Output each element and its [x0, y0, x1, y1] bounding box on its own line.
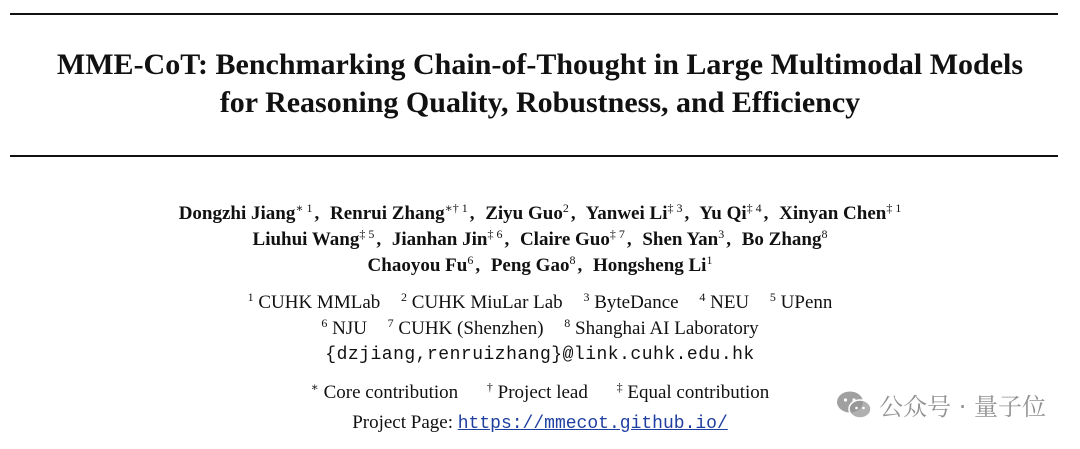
author: Shen Yan$^3$ [642, 227, 725, 250]
bottom-rule [10, 155, 1058, 157]
author: Yu Qi$^{\ddagger 4}$ [699, 201, 762, 224]
affiliations [0, 290, 1080, 368]
author-list [0, 201, 1080, 279]
title-line-1: MME-CoT: Benchmarking Chain-of-Thought in Large Multimodal Models [56, 48, 1024, 81]
note-lead: † Project lead [486, 380, 588, 403]
title-line-2: for Reasoning Quality, Robustness, and Efficiency [219, 86, 861, 119]
author: Peng Gao$^8$ [490, 253, 576, 276]
author: Dongzhi Jiang$^{∗ 1}$ [178, 201, 313, 224]
author: Ziyu Guo$^2$ [485, 201, 569, 224]
affiliation: $^5$ UPenn [769, 290, 833, 313]
watermark-text: 公众号 · 量子位 [879, 393, 1046, 421]
wechat-icon [835, 390, 873, 420]
affiliation: $^3$ ByteDance [583, 290, 679, 313]
author: Xinyan Chen$^{\ddagger 1}$ [779, 201, 902, 224]
project-page-link[interactable]: https://mmecot.github.io/ [457, 414, 728, 434]
affiliation: $^7$ CUHK (Shenzhen) [387, 316, 544, 339]
author: Claire Guo$^{\ddagger 7}$ [519, 227, 625, 250]
author-line-2: Liuhui Wang$^{\ddagger 5}$ , Jianhan Jin$^{\ddagger 6}$ , Claire Guo$^{\ddagger 7}$ , Shen Yan$^3$ , Bo Zhang$^8$ [252, 227, 828, 250]
author-line-1: Dongzhi Jiang$^{∗ 1}$ , Renrui Zhang$^{∗\dagger 1}$ , Ziyu Guo$^2$ , Yanwei Li$^{\ddagger 3}$ , Yu Qi$^{\ddagger 4}$ , Xinyan Chen$^{\ddagger 1}$ [178, 201, 902, 224]
author: Yanwei Li$^{\ddagger 3}$ [585, 201, 683, 224]
author: Bo Zhang$^8$ [741, 227, 828, 250]
affiliation: $^8$ Shanghai AI Laboratory [564, 316, 759, 339]
contact-email: {dzjiang,renruizhang}@link.cuhk.edu.hk [325, 345, 755, 365]
affiliation: $^1$ CUHK MMLab [247, 290, 381, 313]
note-equal: ‡ Equal contribution [616, 380, 770, 403]
watermark [835, 387, 1046, 422]
top-rule [10, 13, 1058, 15]
affiliation: $^6$ NJU [321, 316, 367, 339]
author: Jianhan Jin$^{\ddagger 6}$ [391, 227, 503, 250]
author: Chaoyou Fu$^6$ [367, 253, 474, 276]
note-core: ∗ Core contribution [310, 380, 459, 403]
affiliation-line-1 [0, 290, 1080, 316]
affiliation-line-2 [0, 316, 1080, 342]
project-page-label: Project Page: [352, 412, 453, 433]
affiliation: $^4$ NEU [699, 290, 750, 313]
author: Renrui Zhang$^{∗\dagger 1}$ [330, 201, 468, 224]
author-line-3: Chaoyou Fu$^6$ , Peng Gao$^8$ , Hongsheng Li$^1$ [367, 253, 713, 276]
author: Liuhui Wang$^{\ddagger 5}$ [252, 227, 375, 250]
affiliation: $^2$ CUHK MiuLar Lab [401, 290, 563, 313]
paper-title [0, 46, 1080, 122]
author: Hongsheng Li$^1$ [592, 253, 713, 276]
